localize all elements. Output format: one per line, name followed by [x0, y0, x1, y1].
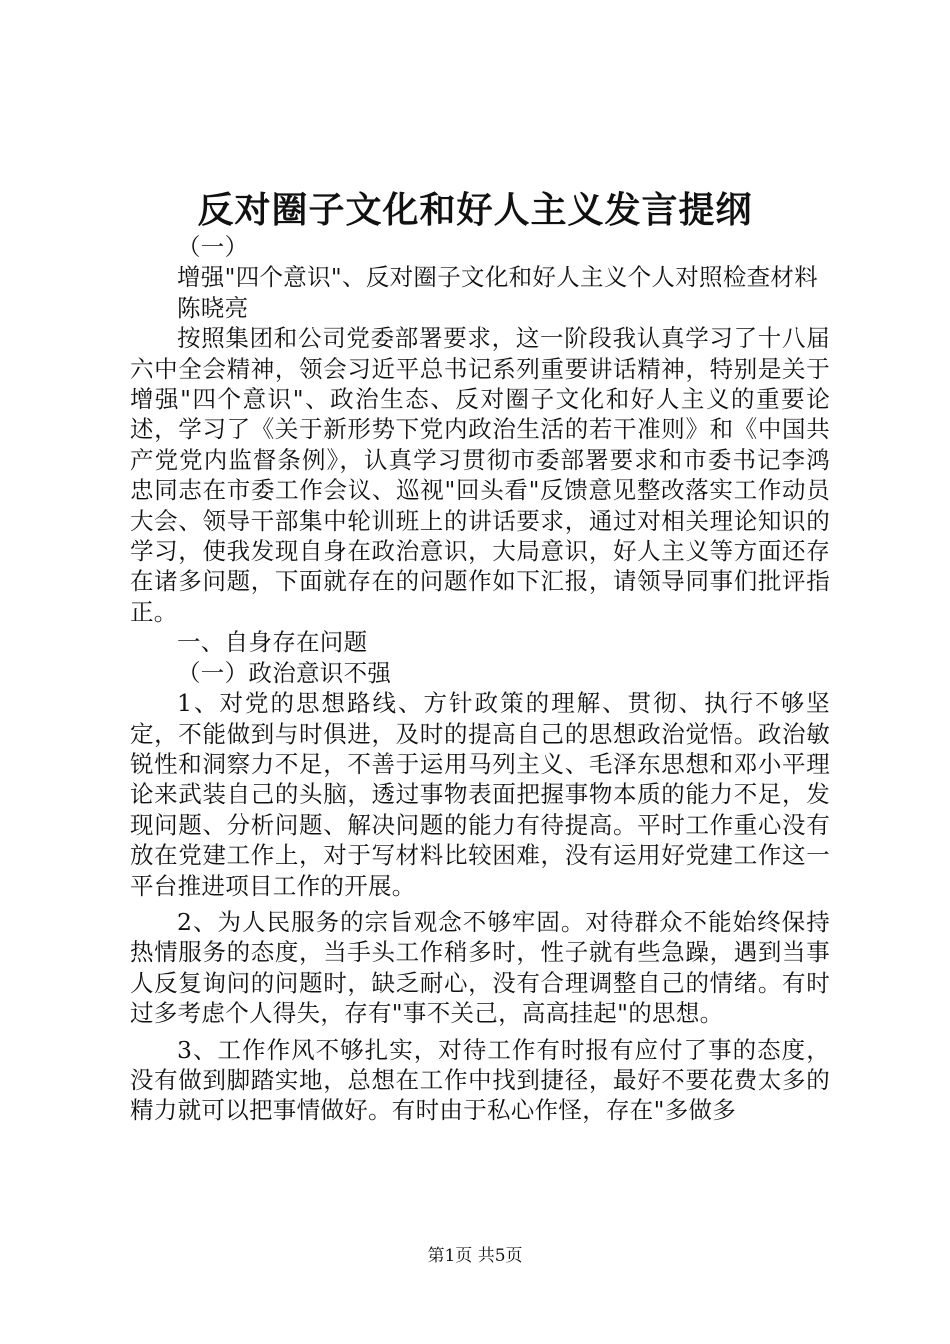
- document-title: 反对圈子文化和好人主义发言提纲: [197, 189, 753, 231]
- paragraph-section-marker: （一）: [177, 233, 249, 261]
- paragraph-intro: 按照集团和公司党委部署要求，这一阶段我认真学习了十八届六中全会精神，领会习近平总书记系列重要讲话精神，特别是关于增强"四个意识"、政治生态、反对圈子文化和好人主义的重要论述，学习了《关于新形势下党内政治生活的若干准则》和《中国共产党党内监督条例》，认真学习贯彻市委部署要求和市委书记李鸿忠同志在市委工作会议、巡视"回头看"反馈意见整改落实工作动员大会、领导干部集中轮训班上的讲话要求，通过对相关理论知识的学习，使我发现自身在政治意识，大局意识，好人主义等方面还存在诸多问题，下面就存在的问题作如下汇报，请领导同事们批评指正。: [130, 324, 830, 626]
- heading-problems: 一、自身存在问题: [177, 628, 368, 657]
- document-body: [130, 232, 830, 1126]
- page-footer: 第1页 共5页: [427, 1246, 523, 1266]
- paragraph-author: 陈晓亮: [177, 293, 249, 322]
- paragraph-point-2: 2、为人民服务的宗旨观念不够牢固。对待群众不能始终保持热情服务的态度，当手头工作稍多时，性子就有些急躁，遇到当事人反复询问的问题时，缺乏耐心，没有合理调整自己的情绪。有时过多考虑个人得失，存有"事不关己，高高挂起"的思想。: [130, 907, 830, 1028]
- paragraph-subtitle: 增强"四个意识"、反对圈子文化和好人主义个人对照检查材料: [177, 263, 819, 292]
- heading-political-awareness: （一）政治意识不强: [177, 658, 392, 687]
- paragraph-point-3: 3、工作作风不够扎实，对待工作有时报有应付了事的态度，没有做到脚踏实地，总想在工作中找到捷径，最好不要花费太多的精力就可以把事情做好。有时由于私心作怪，存在"多做多: [130, 1035, 830, 1125]
- paragraph-point-1: 1、对党的思想路线、方针政策的理解、贯彻、执行不够坚定，不能做到与时俱进，及时的提高自己的思想政治觉悟。政治敏锐性和洞察力不足，不善于运用马列主义、毛泽东思想和邓小平理论来武装自己的头脑，透过事物表面把握事物本质的能力不足，发现问题、分析问题、解决问题的能力有待提高。平时工作重心没有放在党建工作上，对于写材料比较困难，没有运用好党建工作这一平台推进项目工作的开展。: [130, 689, 830, 900]
